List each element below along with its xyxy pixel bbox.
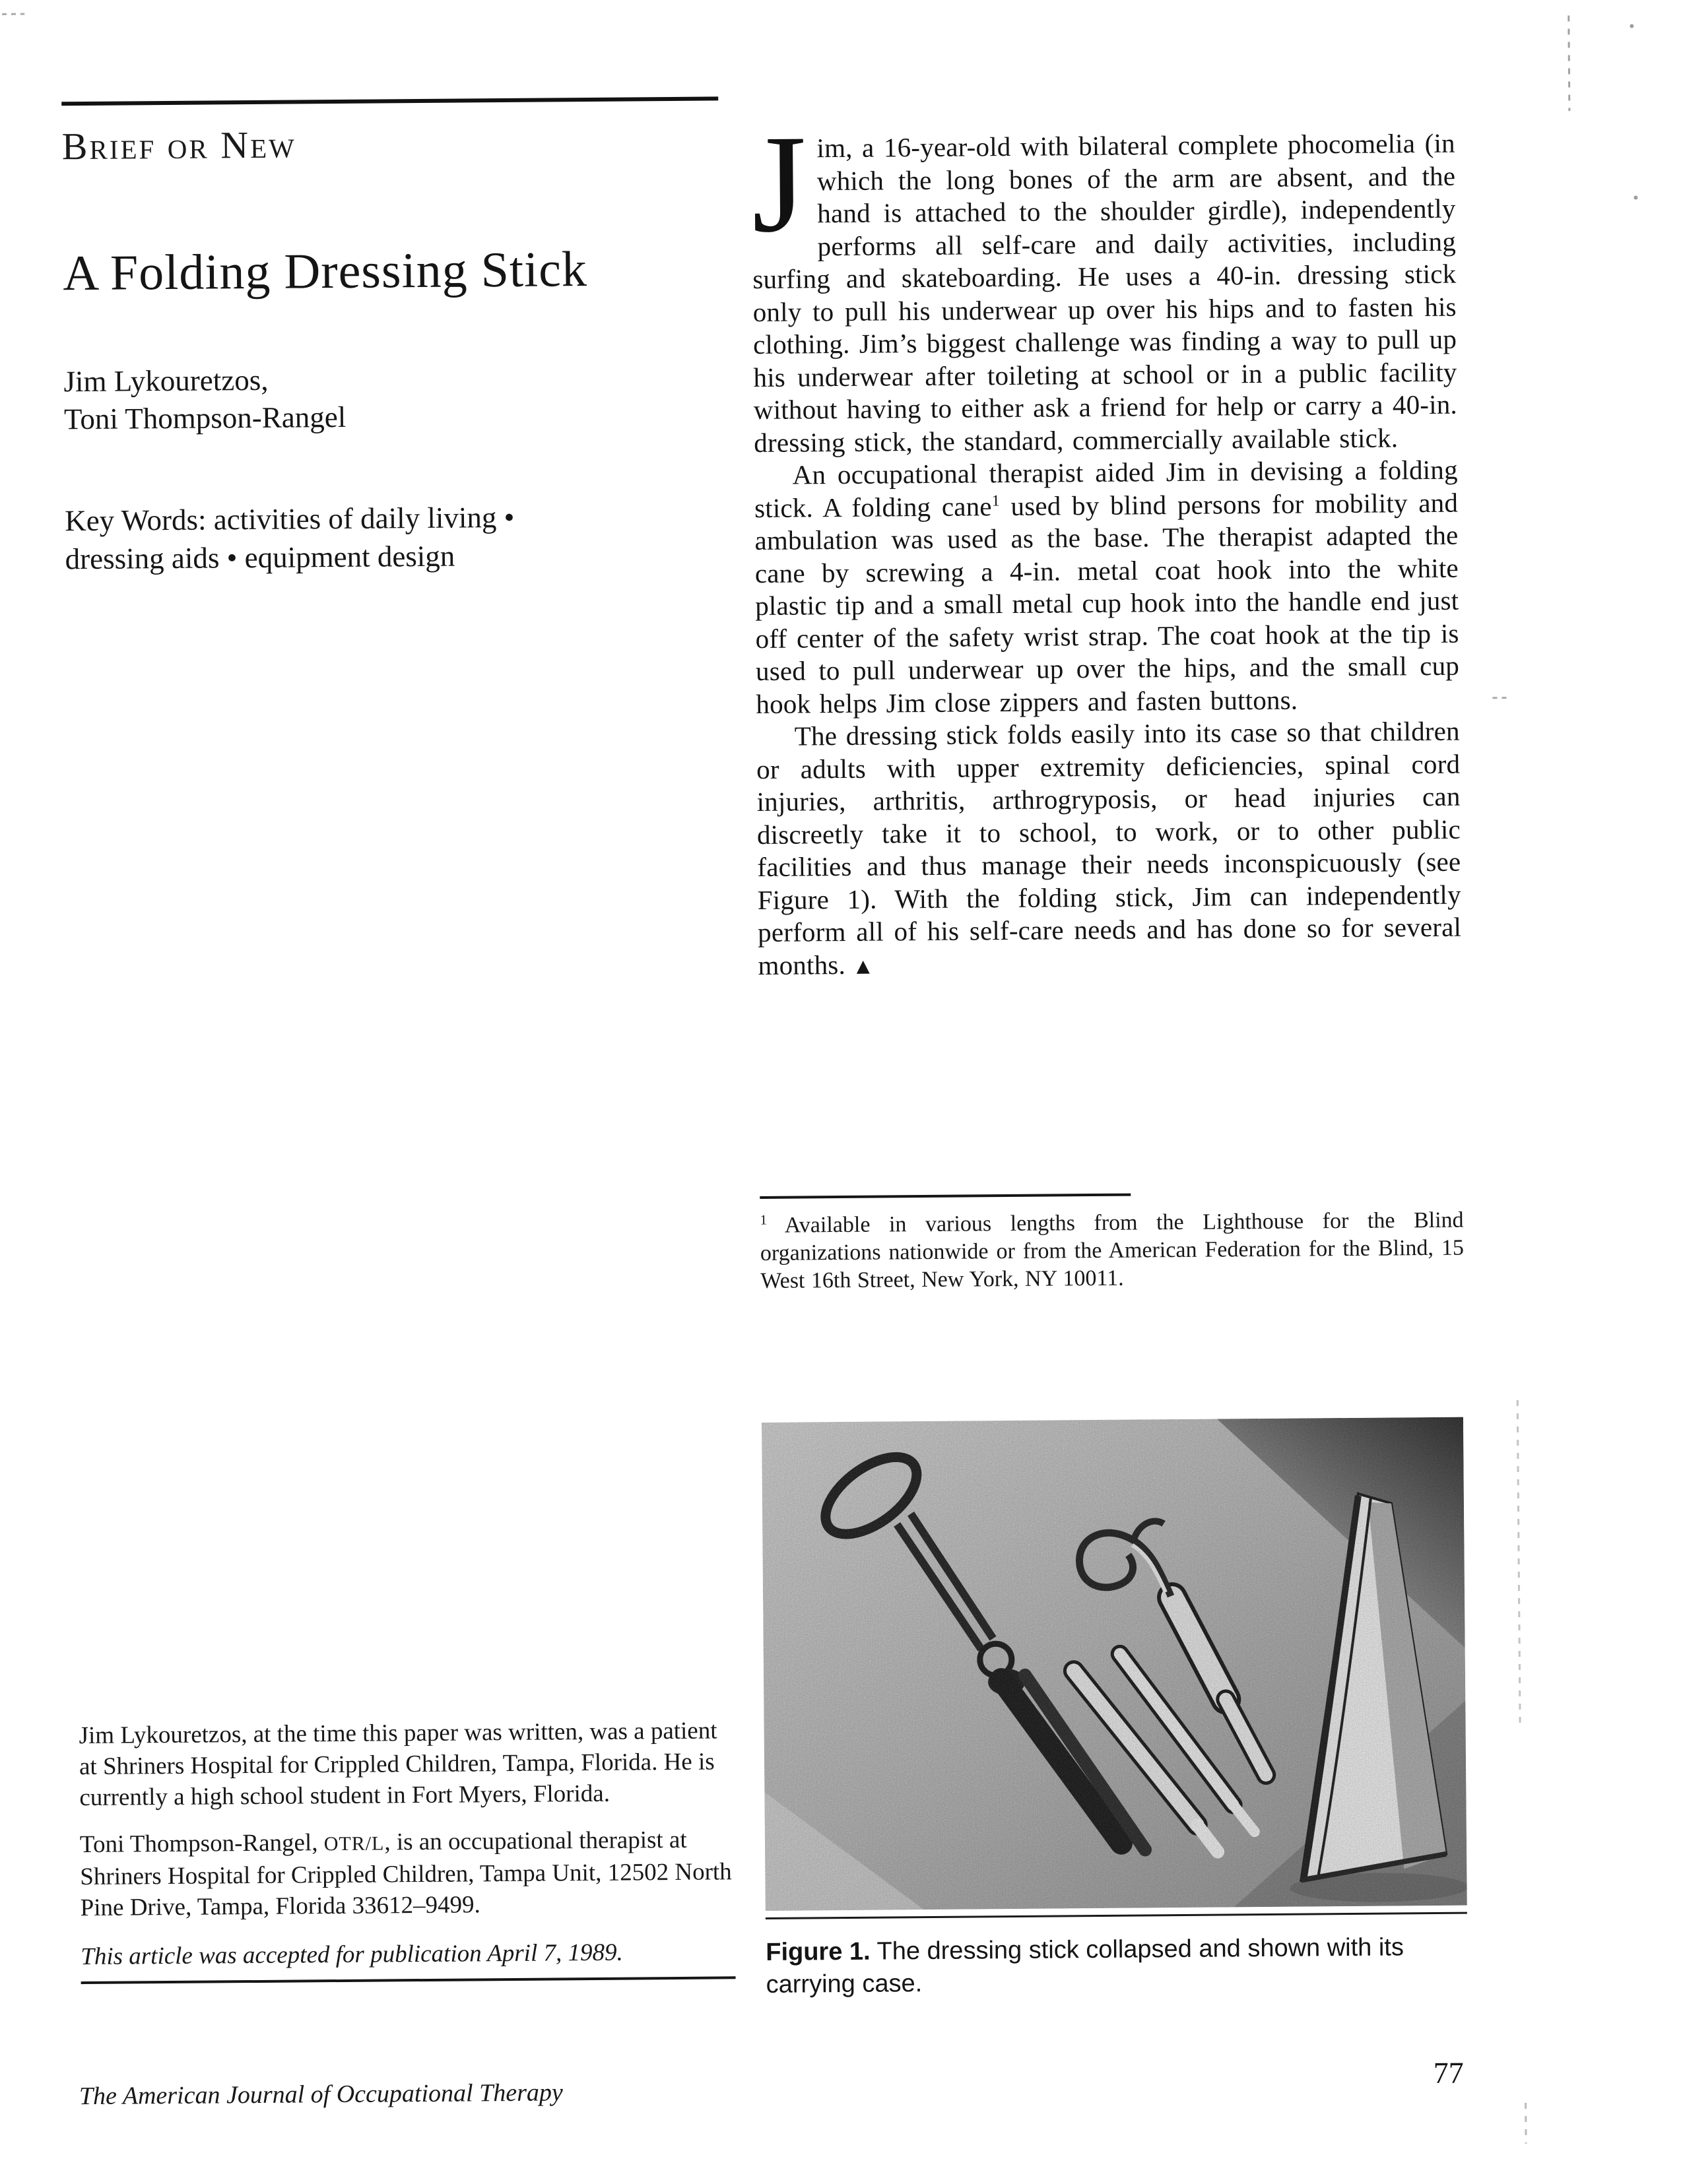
footnote-rule: [760, 1194, 1131, 1199]
figure-label: Figure 1.: [766, 1937, 871, 1966]
caption-rule: [766, 1912, 1467, 1919]
body-paragraph: [756, 715, 1462, 984]
footnote-body: Available in various lengths from the Lighthouse for the Blind organizations nationwide or from the American Federation for the Blind, 15 West 16th Street, New York, NY 10011.: [760, 1207, 1465, 1293]
author-credits: [79, 1715, 739, 1984]
keywords-line: Key Words: activities of daily living •: [65, 500, 515, 538]
body-paragraph: [754, 454, 1460, 721]
scan-artifact: [1525, 2103, 1527, 2144]
figure-photo: [762, 1417, 1467, 1911]
section-label: Brief or New: [61, 123, 297, 168]
body-paragraph: [751, 106, 1458, 459]
figure-caption-text: The dressing stick collapsed and shown with its carrying case.: [766, 1933, 1404, 1999]
page-number: 77: [1433, 2055, 1464, 2090]
end-of-article-mark: ▲: [851, 954, 874, 979]
body-column: [751, 106, 1462, 984]
left-column: [61, 96, 725, 578]
credit-paragraph: Jim Lykouretzos, at the time this paper was written, was a patient at Shriners Hospital for Crippled Children, Tampa, Florida. He is currently a high school student in Fort Myers, Florida.: [79, 1717, 717, 1812]
section-rule: [61, 96, 718, 106]
author-name: Jim Lykouretzos,: [63, 363, 269, 399]
article-title: A Folding Dressing Stick: [62, 241, 588, 302]
keywords: [65, 496, 725, 578]
figure-1: [762, 1417, 1470, 2001]
paragraph-text: An occupational therapist aided Jim in devising a folding stick. A folding cane: [754, 454, 1458, 523]
footnote-marker: 1: [760, 1211, 768, 1228]
paragraph-text: im, a 16-year-old with bilateral complete phocomelia (in which the long bones of the arm are absent, and the hand is attached to the shoulder girdle), independently performs all self-care and daily activities, including surfing and skateboarding. He uses a 40-in. dressing stick only to pull his underwear up over his hips and to fasten his clothing. Jim’s biggest challenge was finding a way to pull up his underwear after toileting at school or in a public facility without having to either ask a friend for help or carry a 40-in. dressing stick, the standard, commercially available stick.: [752, 127, 1458, 458]
dropcap: J: [751, 106, 807, 262]
credits-rule: [81, 1976, 736, 1984]
figure-caption: [766, 1931, 1470, 2001]
scan-artifact: [1634, 195, 1637, 199]
credential: OTR/L: [323, 1832, 385, 1855]
footnote-block: [760, 1191, 1464, 1295]
author-list: [63, 358, 724, 438]
keywords-line: dressing aids • equipment design: [65, 539, 455, 576]
journal-name: The American Journal of Occupational Therapy: [79, 2078, 563, 2111]
credit-paragraph: [80, 1824, 739, 1923]
paragraph-text: The dressing stick folds easily into its case so that children or adults with upper extremity deficiencies, spinal cord injuries, arthritis, arthrogryposis, or head injuries can discreetly take it to school, to work, or to other public facilities and thus manage their needs inconspicuously (see Figure 1). With the folding stick, Jim can independently perform all of his self-care needs and has done so for several months.: [756, 715, 1462, 980]
acceptance-note: This article was accepted for publication April 7, 1989.: [81, 1939, 623, 1971]
scan-artifact: [1492, 697, 1511, 699]
scan-artifact: [2, 13, 24, 15]
footnote-reference-mark: 1: [991, 492, 1000, 510]
scan-artifact: [1568, 15, 1570, 111]
author-name: Toni Thompson-Rangel: [63, 400, 346, 436]
paragraph-text: used by blind persons for mobility and ambulation was used as the base. The therapist adapted the cane by screwing a 4-in. metal coat hook into the white plastic tip and a small metal cup hook into the handle end just off center of the safety wrist strap. The coat hook at the tip is used to pull underwear up over the hips, and the small cup hook helps Jim close zippers and fasten buttons.: [754, 487, 1460, 719]
scan-artifact: [1517, 1400, 1521, 1730]
footnote-text: [760, 1207, 1464, 1295]
credit-text: , is an occupational therapist at Shriners Hospital for Crippled Children, Tampa Unit, 12502 North Pine Drive, Tampa, Florida 33612–9499.: [80, 1826, 732, 1922]
scan-artifact: [1630, 24, 1634, 28]
credit-text: Toni Thompson-Rangel,: [79, 1829, 324, 1859]
